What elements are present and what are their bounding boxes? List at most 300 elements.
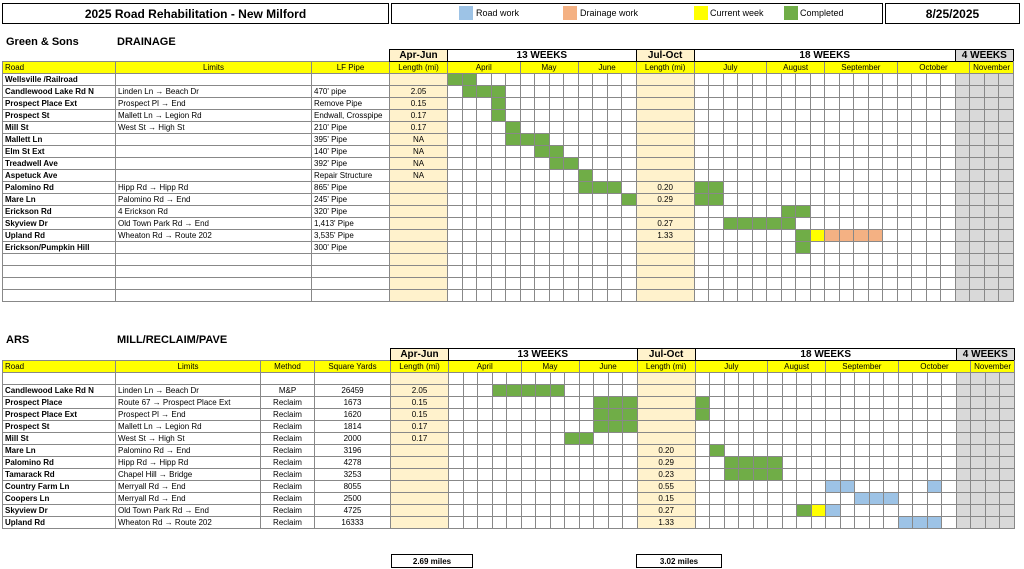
week-cell [463,397,478,409]
week-cell [941,122,956,134]
cell-c3: 26459 [315,385,391,397]
week-cell [535,98,550,110]
week-cell [608,409,623,421]
week-cell [767,74,782,86]
week-cell [477,218,492,230]
schedule-row [3,421,1015,433]
week-cell [913,457,928,469]
week-cell [810,122,825,134]
cell-method: Reclaim [261,469,315,481]
week-cell [709,254,724,266]
week-cell [825,242,840,254]
week-cell [941,170,956,182]
cell-road: Mill St [3,122,116,134]
cell-c3: 16333 [315,517,391,529]
week-cell [839,218,854,230]
week-cell [578,134,593,146]
week-cell [593,122,608,134]
week-cell [694,218,709,230]
week-cell [811,433,826,445]
week-cell [607,74,622,86]
legend-label-road-work: Road work [476,8,520,18]
cell-road: Wellsville /Railroad [3,74,116,86]
week-cell [507,505,522,517]
week-cell [594,373,609,385]
week-cell [535,194,550,206]
cell-c3: 4278 [315,457,391,469]
week-cell [898,481,913,493]
week-cell [970,170,985,182]
week-cell [810,290,825,302]
week-cell [565,433,580,445]
week-cell [739,481,754,493]
week-cell [826,433,841,445]
schedule-row [3,194,1014,206]
cell-length-jul-oct: 0.55 [637,481,695,493]
week-cell [971,457,986,469]
week-cell [926,254,941,266]
cell-road: Mare Ln [3,445,116,457]
cell-road: Mallett Ln [3,134,116,146]
week-cell [883,86,898,98]
week-cell [753,373,768,385]
week-cell [839,110,854,122]
week-cell [579,433,594,445]
cell-c3 [312,290,390,302]
week-cell [955,290,970,302]
week-cell [622,86,637,98]
week-cell [897,206,912,218]
cell-length-apr-jun [391,481,449,493]
week-cell [738,194,753,206]
week-cell [594,481,609,493]
week-cell [449,505,464,517]
week-cell [738,110,753,122]
cell-length-apr-jun: 0.17 [391,421,449,433]
week-cell [752,266,767,278]
week-cell [985,373,1000,385]
week-cell [926,98,941,110]
week-cell [462,182,477,194]
week-cell [724,373,739,385]
week-cell [942,469,957,481]
cell-c3 [312,278,390,290]
cell-c3: 210' Pipe [312,122,390,134]
week-cell [492,517,507,529]
week-cell [854,158,869,170]
total-apr-jun-miles: 2.69 miles [391,554,473,568]
week-cell [868,242,883,254]
cell-length-apr-jun [391,517,449,529]
week-cell [796,110,811,122]
week-cell [593,230,608,242]
legend-label-drainage-work: Drainage work [580,8,639,18]
week-cell [955,218,970,230]
column-header-row [3,361,1015,373]
week-cell [883,254,898,266]
week-cell [955,98,970,110]
week-cell [623,481,638,493]
cell-road: Prospect Place Ext [3,409,116,421]
week-cell [985,493,1000,505]
cell-length-jul-oct: 0.29 [637,457,695,469]
cell-length-apr-jun [390,278,448,290]
cell-c3: 245' Pipe [312,194,390,206]
week-cell [550,445,565,457]
week-cell [565,409,580,421]
week-cell [840,397,855,409]
week-cell [535,266,550,278]
week-cell [550,433,565,445]
week-cell [855,385,870,397]
week-cell [897,182,912,194]
week-cell [810,98,825,110]
week-cell [797,421,812,433]
week-cell [797,469,812,481]
week-cell [926,122,941,134]
week-cell [622,182,637,194]
week-cell [869,445,884,457]
cell-c3: Remove Pipe [312,98,390,110]
week-cell [956,505,971,517]
week-cell [462,218,477,230]
week-cell [782,481,797,493]
week-cell [956,397,971,409]
week-cell [607,158,622,170]
week-cell [536,409,551,421]
schedule-row [3,385,1015,397]
week-cell [491,170,506,182]
week-cell [578,290,593,302]
week-cell [507,385,522,397]
cell-method: M&P [261,385,315,397]
week-cell [941,290,956,302]
week-cell [579,481,594,493]
week-cell [1000,457,1015,469]
week-cell [781,242,796,254]
week-cell [478,433,493,445]
week-cell [826,481,841,493]
week-cell [971,517,986,529]
week-cell [564,182,579,194]
week-cell [723,182,738,194]
week-cell [535,230,550,242]
week-cell [448,98,463,110]
week-cell [984,242,999,254]
week-cell [781,98,796,110]
week-cell [607,266,622,278]
week-cell [825,110,840,122]
week-cell [955,134,970,146]
week-cell [492,469,507,481]
schedule-row [3,86,1014,98]
week-cell [694,254,709,266]
cell-method: Reclaim [261,409,315,421]
week-cell [926,182,941,194]
week-cell [868,206,883,218]
week-cell [984,206,999,218]
week-cell [695,421,710,433]
week-cell [811,445,826,457]
cell-length-apr-jun: 2.05 [390,86,448,98]
schedule-row [3,74,1014,86]
week-cell [752,290,767,302]
week-cell [825,206,840,218]
paving-work-type: MILL/RECLAIM/PAVE [117,334,228,346]
week-cell [623,421,638,433]
week-cell [796,170,811,182]
week-cell [709,74,724,86]
cell-road: Treadwell Ave [3,158,116,170]
week-cell [1000,445,1015,457]
week-cell [984,98,999,110]
week-cell [608,421,623,433]
week-cell [623,517,638,529]
week-cell [506,182,521,194]
week-cell [884,457,899,469]
week-cell [884,421,899,433]
week-cell [854,86,869,98]
week-cell [608,373,623,385]
week-cell [477,158,492,170]
week-cell [550,481,565,493]
week-cell [854,266,869,278]
week-cell [478,481,493,493]
week-cell [739,505,754,517]
week-cell [999,122,1014,134]
week-cell [781,158,796,170]
week-cell [594,433,609,445]
week-cell [840,433,855,445]
week-cell [521,505,536,517]
week-cell [898,493,913,505]
week-cell [564,134,579,146]
week-cell [970,74,985,86]
cell-length-apr-jun: 0.17 [390,110,448,122]
week-cell [709,134,724,146]
week-cell [578,170,593,182]
week-cell [448,74,463,86]
week-cell [753,493,768,505]
week-cell [535,278,550,290]
cell-limits [116,278,312,290]
month-header-april: April [449,361,522,373]
period-header-p1: Apr-Jun [391,349,449,361]
week-cell [971,421,986,433]
week-cell [839,254,854,266]
week-cell [535,206,550,218]
period-header-row [3,349,1015,361]
week-cell [955,278,970,290]
week-cell [709,278,724,290]
week-cell [912,122,927,134]
week-cell [999,170,1014,182]
week-cell [753,433,768,445]
week-cell [912,134,927,146]
week-cell [536,421,551,433]
cell-limits: Chapel Hill → Bridge [116,469,261,481]
week-cell [825,98,840,110]
week-cell [607,278,622,290]
week-cell [898,373,913,385]
week-cell [491,74,506,86]
week-cell [463,445,478,457]
week-cell [738,242,753,254]
week-cell [753,517,768,529]
week-cell [594,409,609,421]
cell-road: Upland Rd [3,517,116,529]
week-cell [506,194,521,206]
week-cell [448,134,463,146]
week-cell [781,182,796,194]
week-cell [536,385,551,397]
week-cell [752,218,767,230]
week-cell [506,218,521,230]
week-cell [709,110,724,122]
week-cell [550,397,565,409]
week-cell [709,98,724,110]
cell-length-jul-oct [636,278,694,290]
cell-length-apr-jun [390,230,448,242]
week-cell [593,218,608,230]
month-header-september: September [825,62,898,74]
week-cell [897,74,912,86]
cell-length-jul-oct [637,385,695,397]
cell-road: Upland Rd [3,230,116,242]
week-cell [709,182,724,194]
week-cell [507,469,522,481]
week-cell [897,110,912,122]
week-cell [810,182,825,194]
week-cell [709,230,724,242]
month-header-april: April [448,62,521,74]
week-cell [564,230,579,242]
week-cell [549,206,564,218]
week-cell [536,505,551,517]
week-cell [723,218,738,230]
week-cell [710,517,725,529]
cell-limits [116,373,261,385]
week-cell [781,218,796,230]
week-cell [781,74,796,86]
week-cell [810,158,825,170]
week-cell [941,266,956,278]
week-cell [999,134,1014,146]
week-cell [463,457,478,469]
week-cell [897,290,912,302]
week-cell [608,505,623,517]
week-cell [449,517,464,529]
week-cell [826,373,841,385]
week-cell [796,290,811,302]
week-cell [869,373,884,385]
week-cell [564,122,579,134]
week-cell [578,194,593,206]
week-cell [564,98,579,110]
week-cell [594,421,609,433]
week-cell [478,445,493,457]
cell-limits: Mallett Ln → Legion Rd [116,421,261,433]
week-cell [825,290,840,302]
week-cell [941,146,956,158]
week-cell [520,266,535,278]
week-cell [868,110,883,122]
week-cell [884,481,899,493]
week-cell [491,182,506,194]
week-cell [942,397,957,409]
cell-limits: Linden Ln → Beach Dr [116,86,312,98]
week-cell [449,469,464,481]
week-cell [869,433,884,445]
week-cell [623,445,638,457]
week-cell [550,385,565,397]
cell-length-jul-oct: 0.27 [636,218,694,230]
week-cell [955,122,970,134]
week-cell [955,158,970,170]
week-cell [782,445,797,457]
week-cell [926,110,941,122]
cell-limits [116,290,312,302]
week-cell [811,505,826,517]
week-cell [549,266,564,278]
cell-c3: 320' Pipe [312,206,390,218]
week-cell [477,122,492,134]
cell-limits [116,146,312,158]
week-cell [797,481,812,493]
week-cell [854,122,869,134]
week-cell [579,493,594,505]
week-cell [912,158,927,170]
week-cell [607,242,622,254]
cell-road: Prospect Place [3,397,116,409]
schedule-row [3,481,1015,493]
week-cell [739,397,754,409]
cell-length-jul-oct [636,86,694,98]
cell-limits: West St → High St [116,122,312,134]
week-cell [694,98,709,110]
week-cell [768,373,783,385]
week-cell [710,397,725,409]
week-cell [477,146,492,158]
week-cell [738,278,753,290]
week-cell [781,206,796,218]
cell-c3: 1620 [315,409,391,421]
week-cell [710,433,725,445]
week-cell [492,385,507,397]
week-cell [767,266,782,278]
week-cell [768,433,783,445]
week-cell [970,122,985,134]
week-cell [594,517,609,529]
week-cell [913,409,928,421]
cell-road: Palomino Rd [3,457,116,469]
week-cell [608,445,623,457]
week-cell [623,493,638,505]
week-cell [796,254,811,266]
week-cell [695,397,710,409]
week-cell [797,493,812,505]
month-header-august: August [767,62,825,74]
week-cell [550,517,565,529]
week-cell [912,218,927,230]
week-cell [738,134,753,146]
week-cell [564,266,579,278]
week-cell [478,373,493,385]
week-cell [448,122,463,134]
week-cell [839,278,854,290]
cell-c3: 3196 [315,445,391,457]
week-cell [709,266,724,278]
